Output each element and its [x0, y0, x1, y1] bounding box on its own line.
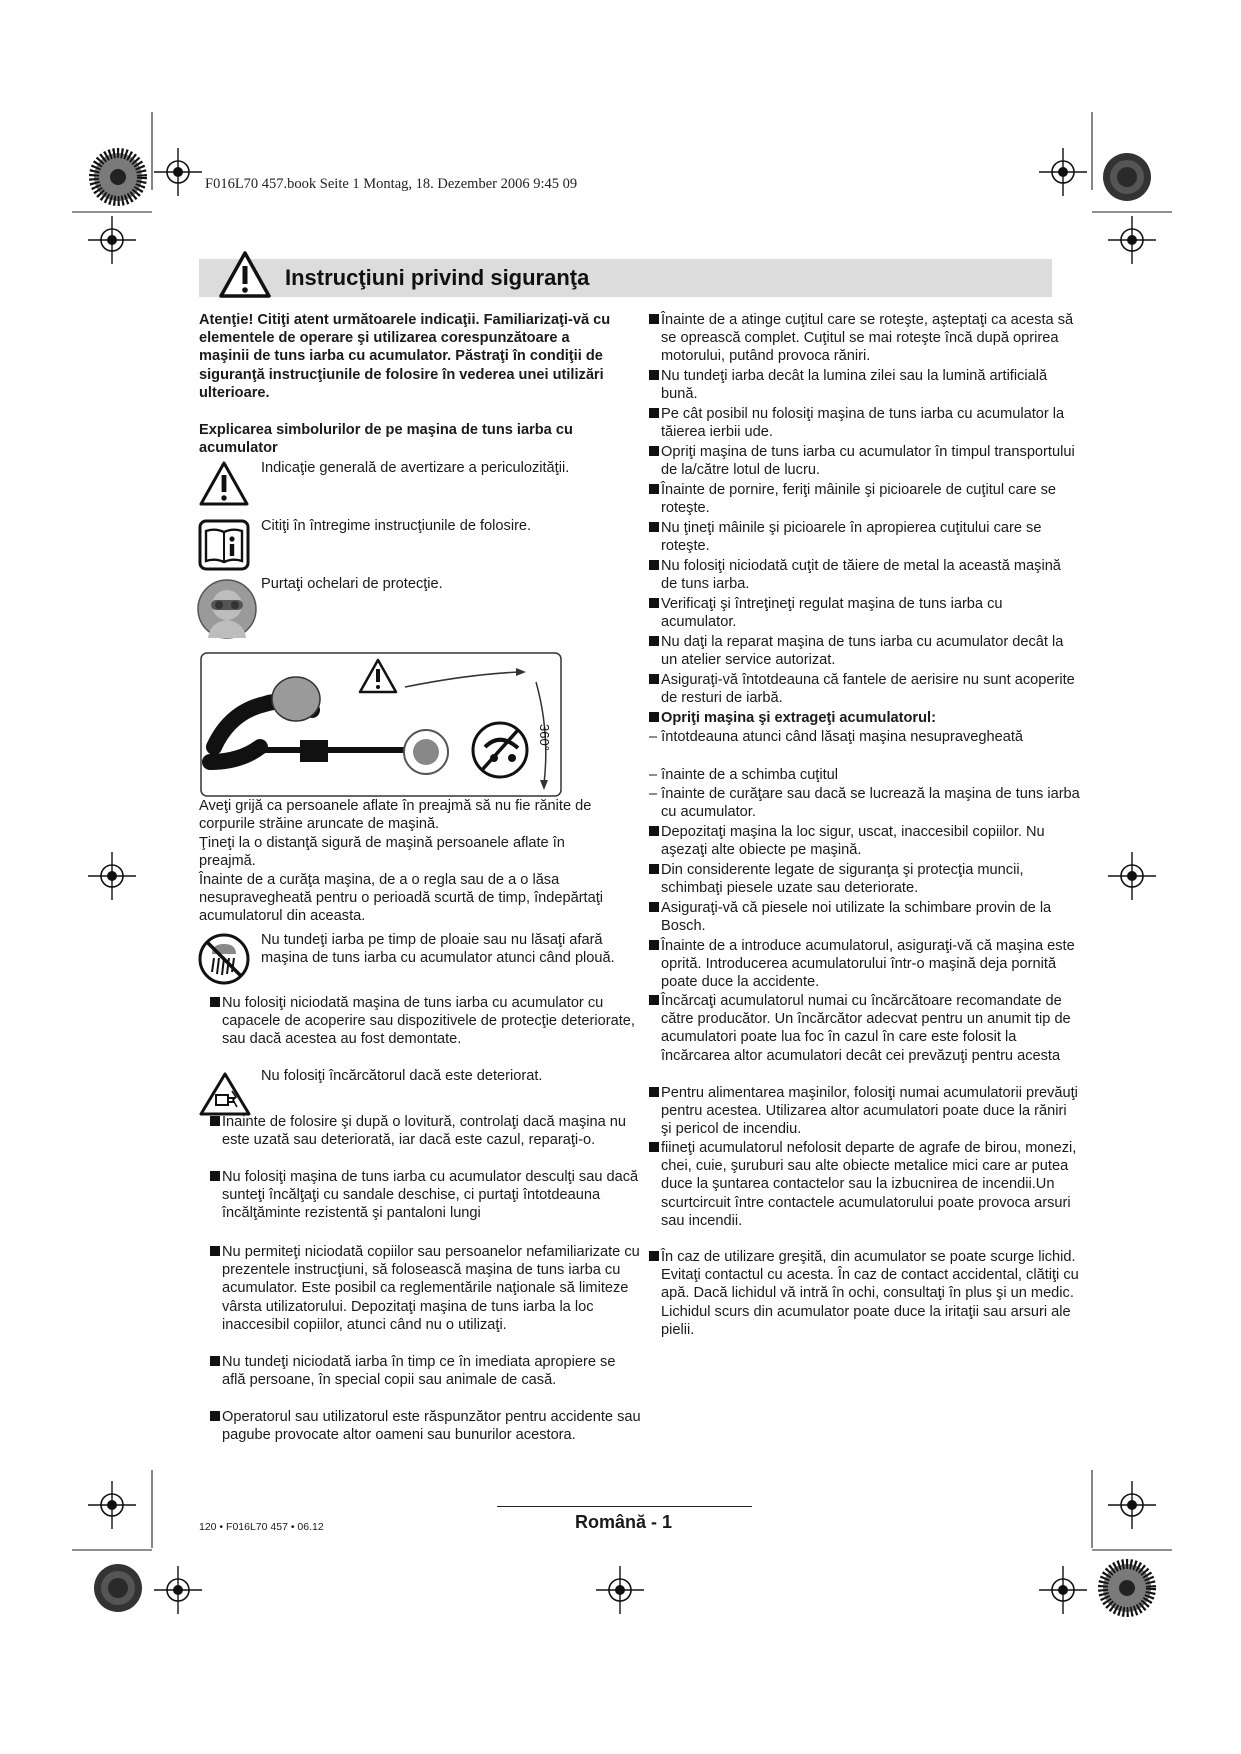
bullet-designated-batteries: Pentru alimentarea maşinilor, folosiţi numai acumulatorii prevăuţi pentru acestea. Utilizarea altor acumulatori poate duce la răniri şi pericol de incendiu.: [638, 1084, 1081, 1139]
bullet-authorized-service: Nu daţi la reparat maşina de tuns iarba cu acumulator decât la un atelier service autorizat.: [638, 633, 1081, 669]
general-warning-icon: [198, 460, 250, 508]
symbols-heading: Explicarea simbolurilor de pe maşina de tuns iarba cu acumulator: [199, 422, 573, 457]
bullet-recommended-chargers: Încărcaţi acumulatorul numai cu încărcătoare recomandate de către producător. Un încărcător adecvat pentru un anumit tip de acumulatori poate lua foc în cazul în care este folosit la încărcarea altor acumulatori decât cei prevăzuţi pentru acesta: [638, 992, 1081, 1065]
paragraph-distance: Ţineţi la o distanţă sigură de maşină persoanele aflate în preajmă.: [199, 835, 565, 870]
damaged-charger-icon: [198, 1071, 252, 1117]
bullet-maintenance: Verificaţi şi întreţineţi regulat maşina de tuns iarba cu acumulator.: [638, 595, 1081, 631]
paragraph-remove-battery: Înainte de a curăţa maşina, de a o regla sau de a o lăsa nesupravegheată pentru o perioadă scurtă de timp, îndepărtaţi acumulatorul din aceasta.: [199, 872, 604, 925]
paragraph-bystanders: Aveţi grijă ca persoanele aflate în preajmă să nu fie rănite de corpurile străine aruncate de maşină.: [199, 798, 592, 833]
read-manual-icon: [198, 519, 250, 571]
bullet-bosch-parts: Asiguraţi-vă că piesele noi utilizate la schimbare provin de la Bosch.: [638, 899, 1081, 935]
bullet-operator-responsible: Operatorul sau utilizatorul este răspunzător pentru accidente sau pagube provocate altor oameni sau bunurilor acestora.: [199, 1408, 642, 1444]
bullet-check-wear: Înainte de folosire şi după o lovitură, controlaţi dacă maşina nu este uzată sau deteriorată, iar dacă este cazul, reparaţi-o.: [199, 1113, 642, 1149]
intro-warning: Atenţie! Citiţi atent următoarele indicaţii. Familiarizaţi-vă cu elementele de operare şi utilizarea corespunzătoare a maşinii de tuns iarba cu acumulator. Păstraţi în condiţii de siguranţă instrucţiunile de folosire în vederea unei utilizări ulterioare.: [199, 312, 611, 401]
dash-cleaning: – înainte de curăţare sau dacă se lucrează la maşina de tuns iarba cu acumulator.: [638, 785, 1081, 821]
no-rain-icon: [197, 932, 251, 986]
symbol-warning-text: Indicaţie generală de avertizare a periculozităţii.: [261, 460, 570, 476]
bullet-damaged-guards: Nu folosiţi niciodată maşina de tuns iarba cu acumulator cu capacele de acoperire sau dispozitivele de protecţie deteriorate, sau dacă acestea au fost demontate.: [199, 994, 642, 1049]
dash-unattended: – întotdeauna atunci când lăsaţi maşina nesupravegheată: [638, 728, 1081, 746]
bullet-before-start: Înainte de pornire, feriţi mâinile şi picioarele de cuţitul care se roteşte.: [638, 481, 1081, 517]
bullet-hands-feet: Nu ţineţi mâinile şi picioarele în apropierea cuţitului care se roteşte.: [638, 519, 1081, 555]
bullet-insert-battery: Înainte de a introduce acumulatorul, asiguraţi-vă că maşina este oprită. Introducerea acumulatorului într-o maşină deja pornită poate duce la accidente.: [638, 937, 1081, 992]
section-title: Instrucţiuni privind siguranţa: [285, 265, 590, 290]
bullet-vents: Asiguraţi-vă întotdeauna că fantele de aerisire nu sunt acoperite de resturi de iarbă.: [638, 671, 1081, 707]
symbol-manual-text: Citiţi în întregime instrucţiunile de folosire.: [261, 518, 532, 534]
symbol-charger-text: Nu folosiţi încărcătorul dacă este deteriorat.: [261, 1068, 543, 1084]
footer-doc-code: 120 • F016L70 457 • 06.12: [199, 1521, 324, 1533]
bullet-children: Nu permiteţi niciodată copiilor sau persoanelor nefamiliarizate cu prezentele instrucţiuni, să folosească maşina de tuns iarba cu acumulator. Este posibil ca reglementările naţionale să limiteze vârsta utilizatorului. Depozitaţi maşina de tuns iarba la loc inaccesibil copiilor, atunci când nu o utilizaţi.: [199, 1243, 642, 1334]
bullet-wait-blade-stop: Înainte de a atinge cuţitul care se roteşte, aşteptaţi ca acesta să se oprească complet. Cuţitul se mai roteşte încă după oprirea motorului, putând provoca răniri.: [638, 311, 1081, 366]
warning-triangle-icon: [218, 250, 272, 300]
symbol-goggles-text: Purtaţi ochelari de protecţie.: [261, 576, 443, 592]
bullet-persons-nearby: Nu tundeţi niciodată iarba în timp ce în imediata apropiere se află persoane, în special copii sau animale de casă.: [199, 1353, 642, 1389]
bullet-footwear: Nu folosiţi maşina de tuns iarba cu acumulator desculţi sau dacă sunteţi încălţaţi cu sandale deschise, ci purtaţi întotdeauna încălţăminte rezistentă şi pantaloni lungi: [199, 1168, 642, 1223]
bullet-transport: Opriţi maşina de tuns iarba cu acumulator în timpul transportului de la/către lotul de lucru.: [638, 443, 1081, 479]
footer-page-label: Română - 1: [575, 1512, 673, 1532]
bullet-daylight: Nu tundeţi iarba decât la lumina zilei sau la lumină artificială bună.: [638, 367, 1081, 403]
safety-goggles-icon: [196, 578, 258, 640]
bullet-storage: Depozitaţi maşina la loc sigur, uscat, inaccesibil copiilor. Nu aşezaţi alte obiecte pe maşină.: [638, 823, 1081, 859]
bullet-wet-grass: Pe cât posibil nu folosiţi maşina de tuns iarba cu acumulator la tăierea ierbii ude.: [638, 405, 1081, 441]
bullet-battery-leak: În caz de utilizare greşită, din acumulator se poate scurge lichid. Evitaţi contactul cu acesta. În caz de contact accidental, clătiţi cu apă. Dacă lichidul vă intră în ochi, consultaţi în plus şi un medic. Lichidul scurs din acumulator poate duce la iritaţii sau arsuri ale pielii.: [638, 1248, 1081, 1339]
print-file-info: F016L70 457.book Seite 1 Montag, 18. Dezember 2006 9:45 09: [205, 176, 578, 192]
bullet-stop-remove-battery: Opriţi maşina şi extrageţi acumulatorul:: [638, 709, 1081, 727]
bullet-no-metal-blade: Nu folosiţi niciodată cuţit de tăiere de metal la această maşină de tuns iarba.: [638, 557, 1081, 593]
dash-change-blade: – înainte de a schimba cuţitul: [638, 766, 1081, 784]
bullet-metal-objects: fiineţi acumulatorul nefolosit departe de agrafe de birou, monezi, chei, cuie, şuruburi sau alte obiecte metalice mici care ar putea duce la şuntarea contactelor sau la izbucnirea de incendii.Un scurtcircuit între contactele acumulatorului poate provoca arsuri sau incendii.: [638, 1139, 1081, 1230]
symbol-rain-text: Nu tundeţi iarba pe timp de ploaie sau nu lăsaţi afară maşina de tuns iarba cu acumulator atunci când plouă.: [261, 932, 615, 967]
rotation-angle-label: 360°: [537, 724, 552, 751]
trimmer-safety-diagram: [200, 652, 562, 797]
footer-rule: [497, 1506, 752, 1507]
bullet-replace-parts: Din considerente legate de siguranţa şi protecţia muncii, schimbaţi piesele uzate sau deteriorate.: [638, 861, 1081, 897]
